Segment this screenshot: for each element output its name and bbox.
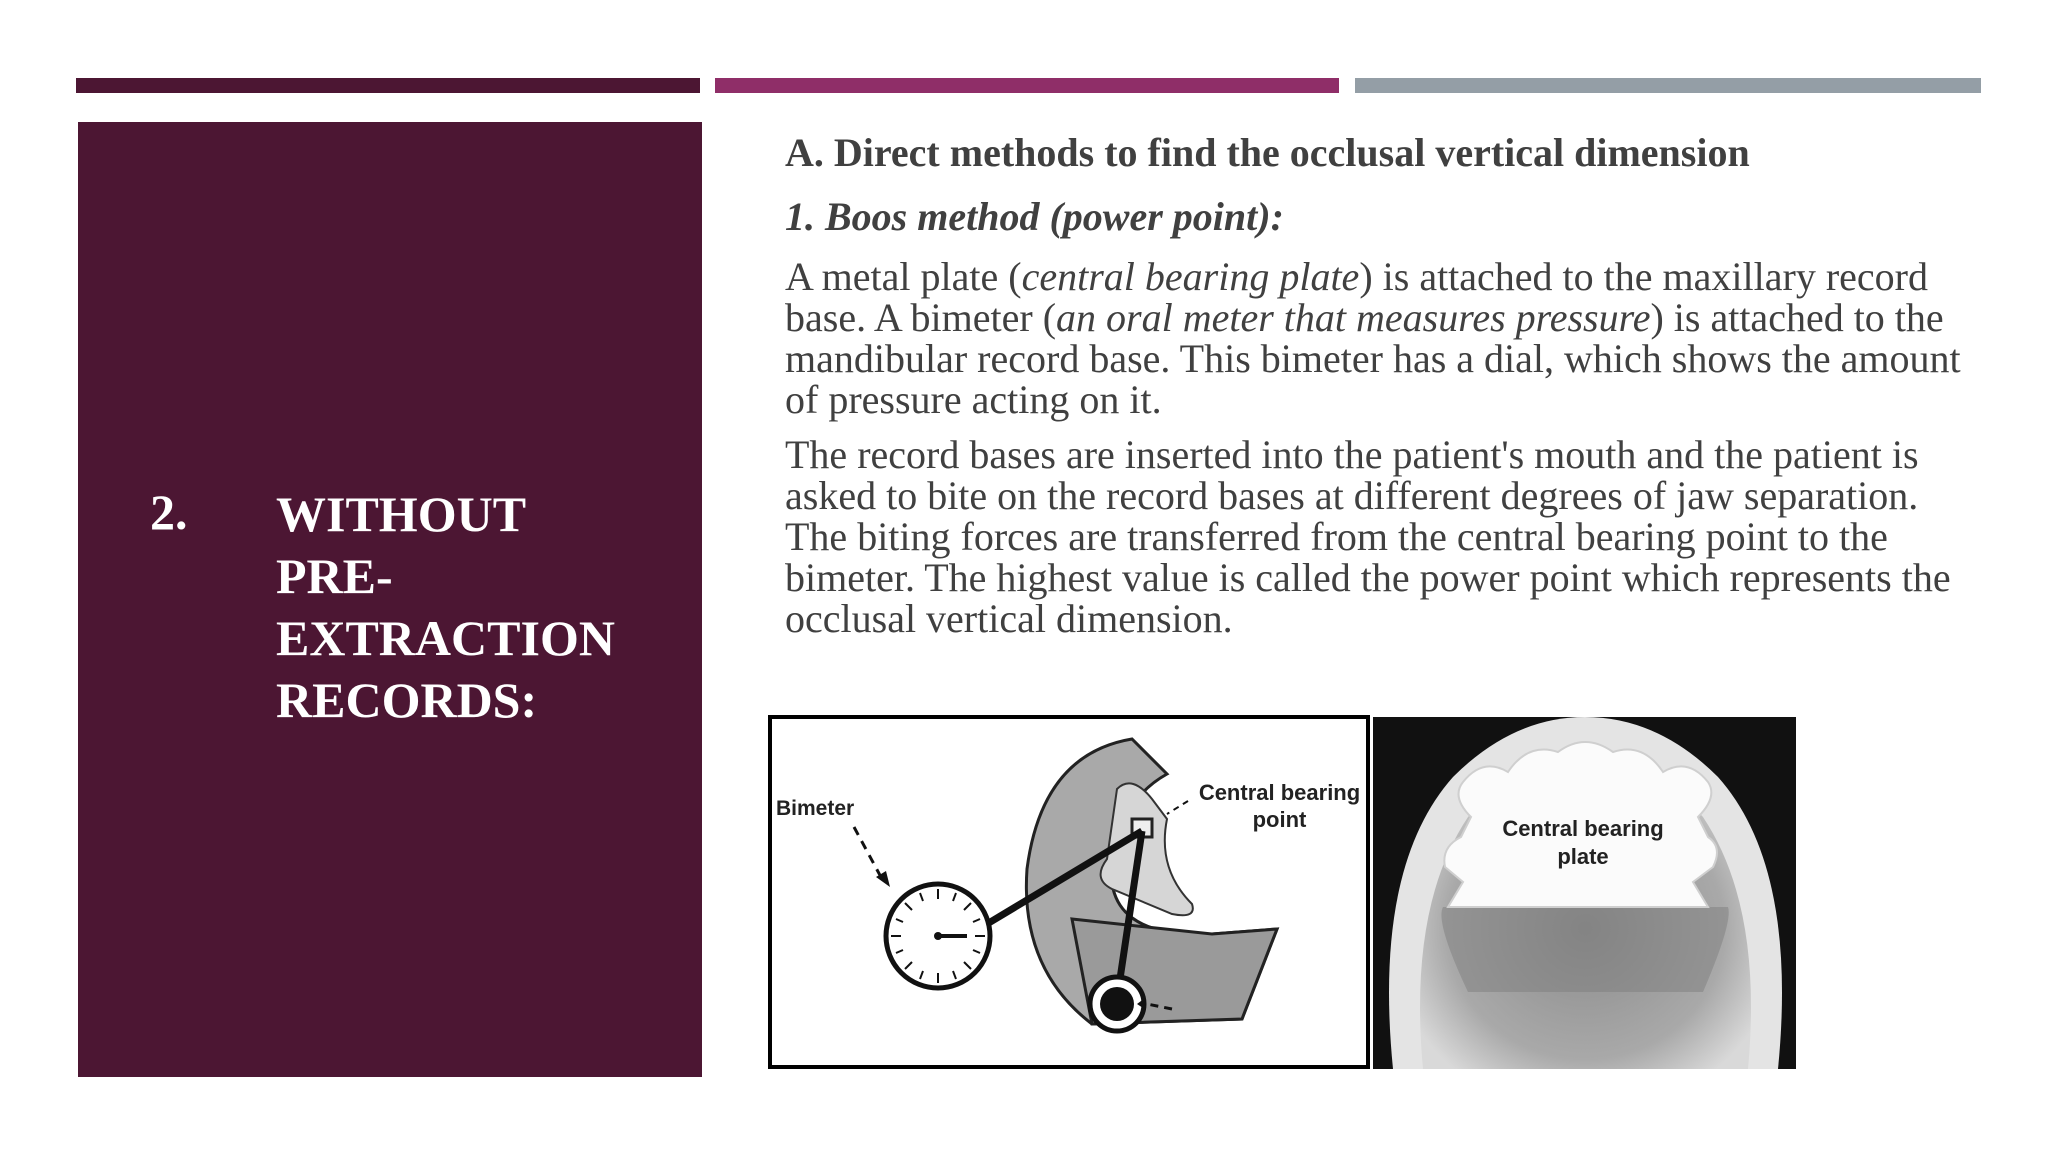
bimeter-arrow-line	[854, 827, 882, 879]
accent-bar-dark	[76, 78, 700, 93]
bimeter-label: Bimeter	[776, 797, 855, 820]
p1-italic: an oral meter that measures pressure	[1056, 295, 1651, 340]
bimeter-diagram-drawing	[772, 719, 1366, 1065]
section-title-line: EXTRACTION	[276, 610, 615, 666]
cbp-arrow-line	[1167, 801, 1188, 814]
photo-drawing	[1373, 717, 1796, 1069]
section-title	[276, 483, 676, 731]
content-heading: A. Direct methods to find the occlusal vertical dimension	[785, 130, 1750, 175]
cbp-plate-label-line: plate	[1557, 844, 1609, 869]
central-bearing-plate-label	[1468, 815, 1698, 871]
p1-text: ) is attached to the maxillary record base. A bimeter (	[785, 254, 1928, 340]
cbp-label-line: Central bearing	[1198, 780, 1361, 805]
bimeter-diagram	[768, 715, 1370, 1069]
central-bearing-plate-photo	[1373, 717, 1796, 1069]
paragraph-1	[785, 256, 1985, 420]
cbp-plate-label-line: Central bearing	[1502, 816, 1664, 841]
dial-center	[934, 932, 942, 940]
section-number: 2.	[150, 484, 188, 540]
p1-italic: central bearing plate	[1021, 254, 1360, 299]
wheel-inner	[1100, 987, 1134, 1021]
accent-bar-magenta	[715, 78, 1339, 93]
accent-bar-gray	[1355, 78, 1981, 93]
central-bearing-point-label	[1187, 779, 1372, 833]
content-subheading: 1. Boos method (power point):	[785, 194, 1284, 239]
section-title-line: RECORDS:	[276, 672, 538, 728]
paragraph-2: The record bases are inserted into the patient's mouth and the patient is asked to bite on the record bases at different degrees of jaw separation. The biting forces are transferred from the central bearing point to the bimeter. The highest value is called the power point which represents the occlusal vertical dimension.	[785, 432, 1951, 641]
section-title-line: WITHOUT	[276, 486, 527, 542]
p1-text: A metal plate (	[785, 254, 1022, 299]
slide-content	[785, 128, 1985, 639]
p1-text: ) is attached to the mandibular record base. This bimeter has a dial, which shows the amount of pressure acting on it.	[785, 295, 1961, 422]
cbp-label-line: point	[1252, 807, 1307, 832]
section-title-line: PRE-	[276, 548, 393, 604]
palate-shadow	[1441, 907, 1728, 992]
